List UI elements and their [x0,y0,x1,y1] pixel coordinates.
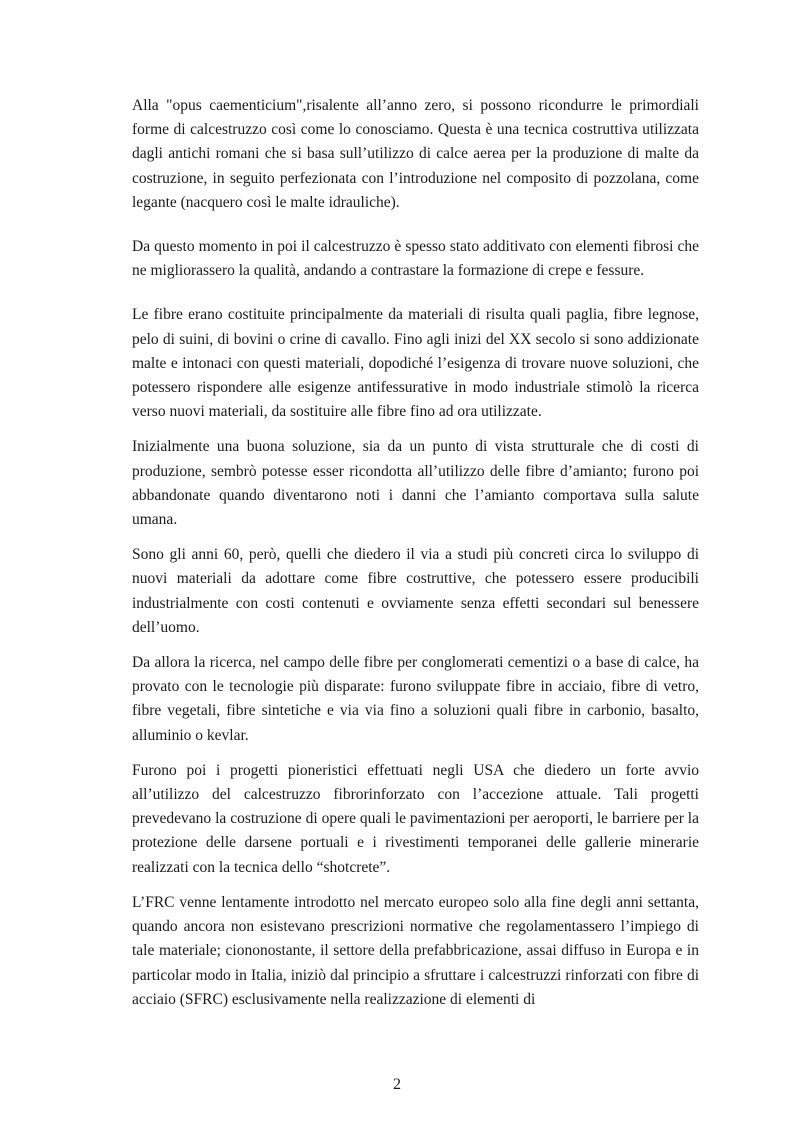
paragraph-fibre-amianto: Inizialmente una buona soluzione, sia da un punto di vista strutturale che di costi di produzione, sembrò potesse esser ricondotta all’utilizzo delle fibre d’amianto; furono poi abbandonate quando diventarono noti i danni che l’amianto comportava sulla salute umana. [132,438,699,529]
paragraph-progetti-usa: Furono poi i progetti pioneristici effettuati negli USA che diedero un forte avvio all’utilizzo del calcestruzzo fibrorinforzato con l’accezione attuale. Tali progetti prevedevano la costruzione di opere quali le pavimentazioni per aeroporti, le barriere per la protezione delle darsene portuali e i rivestimenti temporanei delle gallerie minerarie realizzati con la tecnica dello “shotcrete”. [132,761,699,876]
paragraph-anni-60: Sono gli anni 60, però, quelli che diedero il via a studi più concreti circa lo sviluppo di nuovi materiali da adottare come fibre costruttive, che potessero essere producibili industrialmente con costi contenuti e ovviamente senza effetti secondari sul benessere dell’uomo. [132,546,699,636]
page-number: 2 [393,1076,401,1093]
paragraph-opus-caementicium: Alla "opus caementicium",risalente all’anno zero, si possono ricondurre le primordiali forme di calcestruzzo così come lo conosciamo. Questa è una tecnica costruttiva utilizzata dagli antichi romani che si basa sull’utilizzo di calce aerea per la produzione di malte da costruzione, in seguito perfezionata con l’introduzione nel composito di pozzolana, come legante (nacquero così le malte idrauliche). [132,97,699,211]
paragraph-frc-europa: L’FRC venne lentamente introdotto nel mercato europeo solo alla fine degli anni settanta, quando ancora non esistevano prescrizioni normative che regolamentassero l’impiego di tale materiale; ciononostante, il settore della prefabbricazione, assai diffuso in Europa e in particolar modo in Italia, iniziò dal principio a sfruttare i calcestruzzi rinforzati con fibre di acciaio (SFRC) esclusivamente nella realizzazione di elementi di [132,893,699,1008]
paragraph-ricerca-fibre: Da allora la ricerca, nel campo delle fibre per conglomerati cementizi o a base di calce, ha provato con le tecnologie più disparate: furono sviluppate fibre in acciaio, fibre di vetro, fibre vegetali, fibre sintetiche e via via fino a soluzioni quali fibre in carbonio, basalto, alluminio o kevlar. [132,654,699,744]
paragraph-additivi-fibrosi: Da questo momento in poi il calcestruzzo è spesso stato additivato con elementi fibrosi che ne migliorassero la qualità, andando a contrastare la formazione di crepe e fessure. [132,238,699,280]
body-text [132,94,699,1012]
paragraph-fibre-naturali: Le fibre erano costituite principalmente da materiali di risulta quali paglia, fibre legnose, pelo di suini, di bovini o crine di cavallo. Fino agli inizi del XX secolo si sono addizionate malte e intonaci con questi materiali, dopodiché l’esigenza di trovare nuove soluzioni, che potessero rispondere alle esigenze antifessurative in modo industriale stimolò la ricerca verso nuovi materiali, da sostituire alle fibre fino ad ora utilizzate. [132,306,699,421]
